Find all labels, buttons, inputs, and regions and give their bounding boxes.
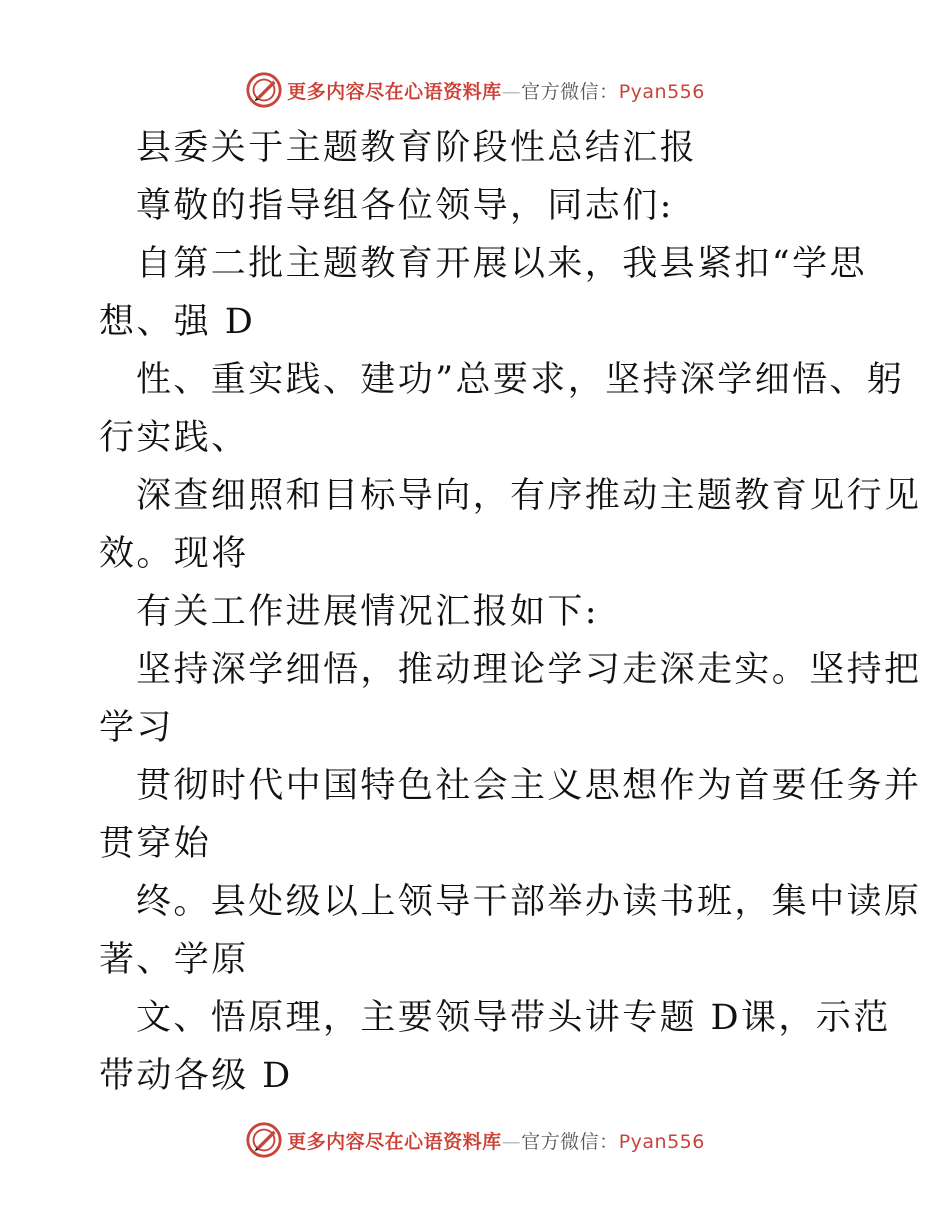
paragraph-line: 深查细照和目标导向，有序推动主题教育见行见 [136,476,922,516]
paragraph-line: 行实践、 [99,418,249,458]
paragraph-line: 自第二批主题教育开展以来，我县紧扣“学思 [136,244,867,284]
watermark-official-label: 官方微信： [521,1130,619,1153]
paragraph-line: 著、学原 [99,940,249,980]
section-heading-line: 坚持深学细悟，推动理论学习走深走实。坚持把 [136,650,922,690]
watermark-dash: — [501,1130,522,1153]
watermark-text [287,1127,705,1154]
watermark-official-label: 官方微信： [521,80,619,103]
paragraph-line: 文、悟原理，主要领导带头讲专题 D课，示范 [136,998,891,1038]
footer-watermark [0,1118,950,1162]
watermark-wechat-id: Pyan556 [618,80,705,103]
paragraph-line: 学习 [99,708,174,748]
paragraph-line: 性、重实践、建功”总要求，坚持深学细悟、躬 [136,360,905,400]
paragraph-line: 终。县处级以上领导干部举办读书班，集中读原 [136,882,922,922]
watermark-brand: 更多内容尽在心语资料库 [287,1130,502,1153]
paragraph-line: 带动各级 D [99,1056,293,1096]
watermark-brand: 更多内容尽在心语资料库 [287,80,502,103]
paragraph-line: 想、强 D [99,302,256,342]
salutation: 尊敬的指导组各位领导，同志们: [136,186,674,226]
paragraph-line: 贯彻时代中国特色社会主义思想作为首要任务并 [136,766,922,806]
paragraph-line: 贯穿始 [99,824,212,864]
watermark-dash: — [501,80,522,103]
paragraph-line: 有关工作进展情况汇报如下: [136,592,599,632]
paragraph-line: 效。现将 [99,534,249,574]
watermark-logo-icon [245,1121,283,1159]
watermark-wechat-id: Pyan556 [618,1130,705,1153]
document-title: 县委关于主题教育阶段性总结汇报 [136,128,698,168]
